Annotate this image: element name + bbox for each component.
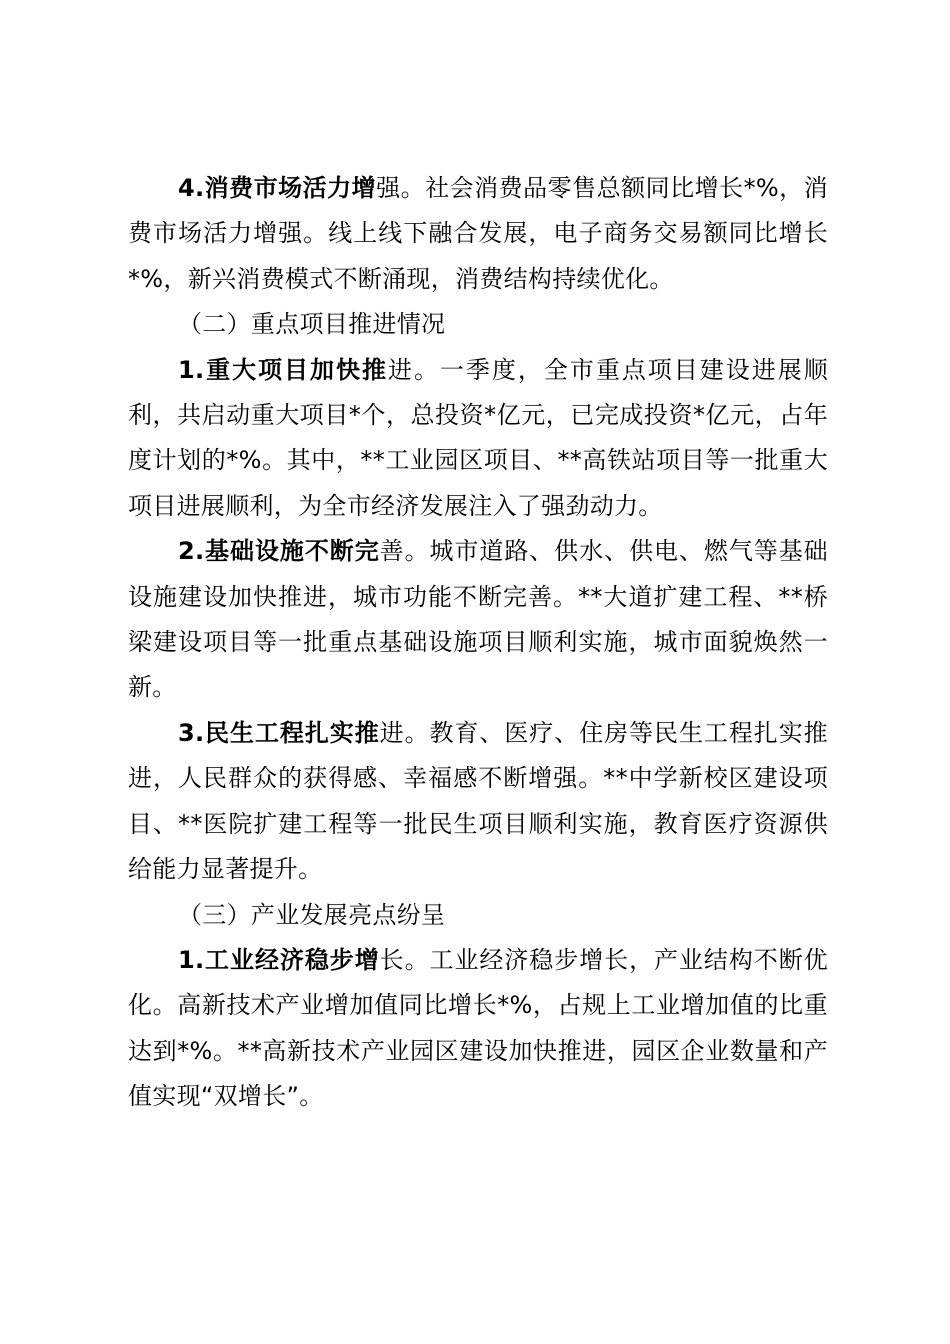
paragraph-lead: 4.消费市场活力增 — [178, 174, 377, 202]
paragraph-lead: 3.民生工程扎实推 — [178, 718, 380, 747]
paragraph-major-projects — [128, 348, 828, 530]
paragraph-lead: 1.重大项目加快推 — [178, 355, 388, 384]
paragraph-text: 强。社会消费品零售总额同比增长*%，消费市场活力增强。线上线下融合发展，电子商务交易额同比增长*%，新兴消费模式不断涌现，消费结构持续优化。 — [128, 174, 828, 293]
paragraph-consumer-market — [128, 166, 828, 302]
section-heading-industry-highlights: （三）产业发展亮点纷呈 — [178, 900, 446, 929]
paragraph-text: 长。工业经济稳步增长，产业结构不断优化。高新技术产业增加值同比增长*%，占规上工业增加值的比重达到*%。**高新技术产业园区建设加快推进，园区企业数量和产值实现“双增长”。 — [128, 945, 828, 1111]
document-body — [128, 166, 828, 1120]
paragraph-lead: 1.工业经济稳步增 — [178, 945, 380, 974]
section-heading-key-projects: （二）重点项目推进情况 — [178, 310, 446, 339]
paragraph-infrastructure — [128, 529, 828, 711]
paragraph-text: 进。教育、医疗、住房等民生工程扎实推进，人民群众的获得感、幸福感不断增强。**中学新校区建设项目、**医院扩建工程等一批民生项目顺利实施，教育医疗资源供给能力显著提升。 — [128, 718, 828, 884]
paragraph-livelihood-projects — [128, 711, 828, 893]
paragraph-industrial-economy — [128, 938, 828, 1120]
paragraph-text: 进。一季度，全市重点项目建设进展顺利，共启动重大项目*个，总投资*亿元，已完成投资*亿元，占年度计划的*%。其中，**工业园区项目、**高铁站项目等一批重大项目进展顺利，为全市经济发展注入了强劲动力。 — [128, 355, 828, 520]
paragraph-text: 善。城市道路、供水、供电、燃气等基础设施建设加快推进，城市功能不断完善。**大道扩建工程、**桥梁建设项目等一批重点基础设施项目顺利实施，城市面貌焕然一新。 — [128, 537, 828, 702]
paragraph-lead: 2.基础设施不断完 — [178, 537, 380, 566]
